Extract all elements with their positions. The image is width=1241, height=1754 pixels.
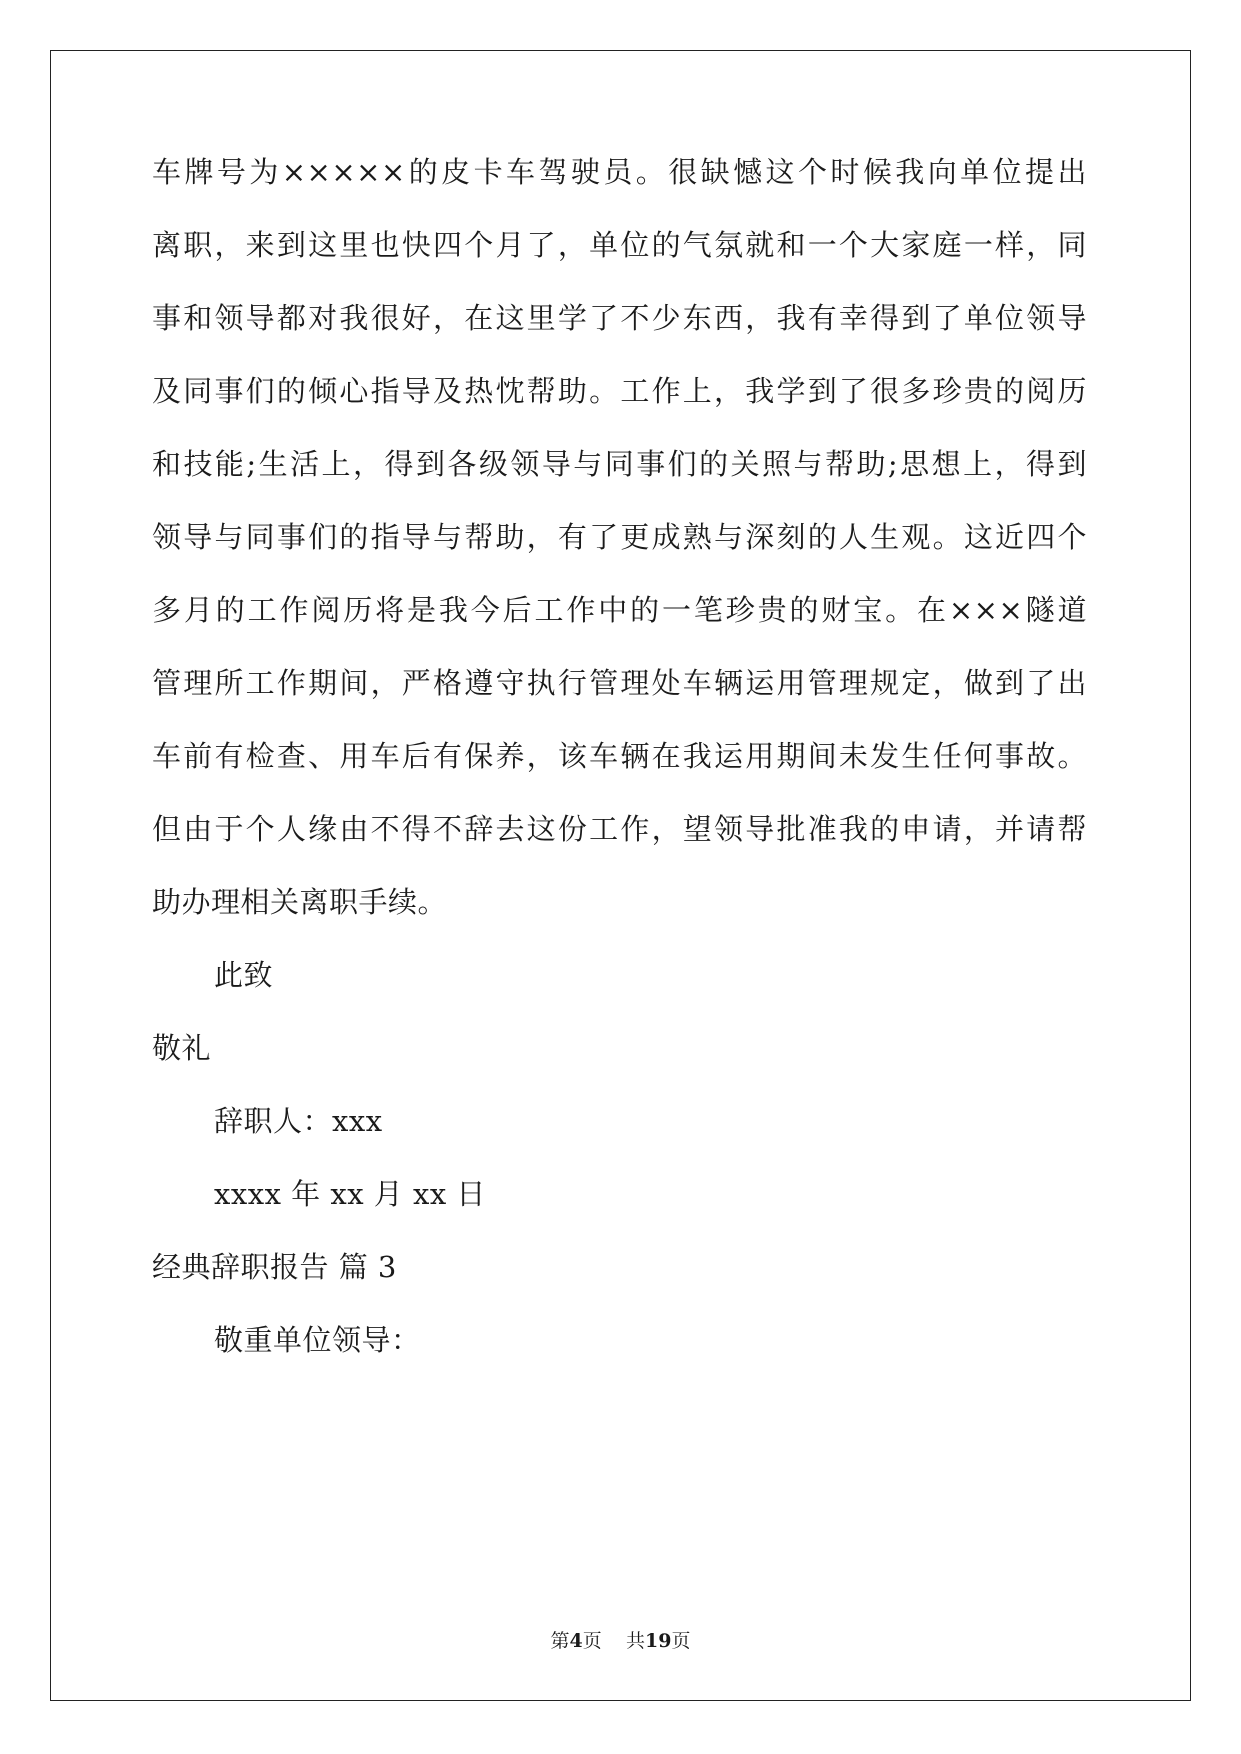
paragraph-line: 和技能;生活上，得到各级领导与同事们的关照与帮助;思想上，得到 (152, 447, 1087, 481)
paragraph-line: 助办理相关离职手续。 (152, 885, 448, 919)
current-page-number: 4 (569, 1630, 583, 1652)
total-page-count: 19 (644, 1630, 672, 1652)
paragraph-line: 但由于个人缘由不得不辞去这份工作，望领导批准我的申请，并请帮 (152, 812, 1087, 846)
footer-total-prefix: 共 (625, 1630, 645, 1652)
footer-page-suffix: 页 (582, 1630, 602, 1652)
closing-salutation: 此致 (214, 958, 274, 992)
paragraph-line: 车前有检查、用车后有保养，该车辆在我运用期间未发生任何事故。 (152, 739, 1087, 773)
paragraph-line: 领导与同事们的指导与帮助，有了更成熟与深刻的人生观。这近四个 (152, 520, 1087, 554)
closing-regards: 敬礼 (152, 1031, 212, 1065)
signer-line: 辞职人：xxx (214, 1104, 383, 1138)
paragraph-line: 车牌号为×××××的皮卡车驾驶员。很缺憾这个时候我向单位提出 (152, 155, 1087, 189)
section-heading: 经典辞职报告 篇 3 (152, 1250, 397, 1284)
footer-total-suffix: 页 (671, 1630, 691, 1652)
page-footer (0, 1629, 1241, 1653)
paragraph-line: 事和领导都对我很好，在这里学了不少东西，我有幸得到了单位领导 (152, 301, 1087, 335)
footer-prefix: 第 (550, 1630, 570, 1652)
paragraph-line: 多月的工作阅历将是我今后工作中的一笔珍贵的财宝。在×××隧道 (152, 593, 1087, 627)
paragraph-line: 管理所工作期间，严格遵守执行管理处车辆运用管理规定，做到了出 (152, 666, 1087, 700)
date-line: xxxx 年 xx 月 xx 日 (214, 1177, 486, 1211)
paragraph-line: 离职，来到这里也快四个月了，单位的气氛就和一个大家庭一样，同 (152, 228, 1087, 262)
greeting-line: 敬重单位领导： (214, 1323, 421, 1357)
paragraph-line: 及同事们的倾心指导及热忱帮助。工作上，我学到了很多珍贵的阅历 (152, 374, 1087, 408)
